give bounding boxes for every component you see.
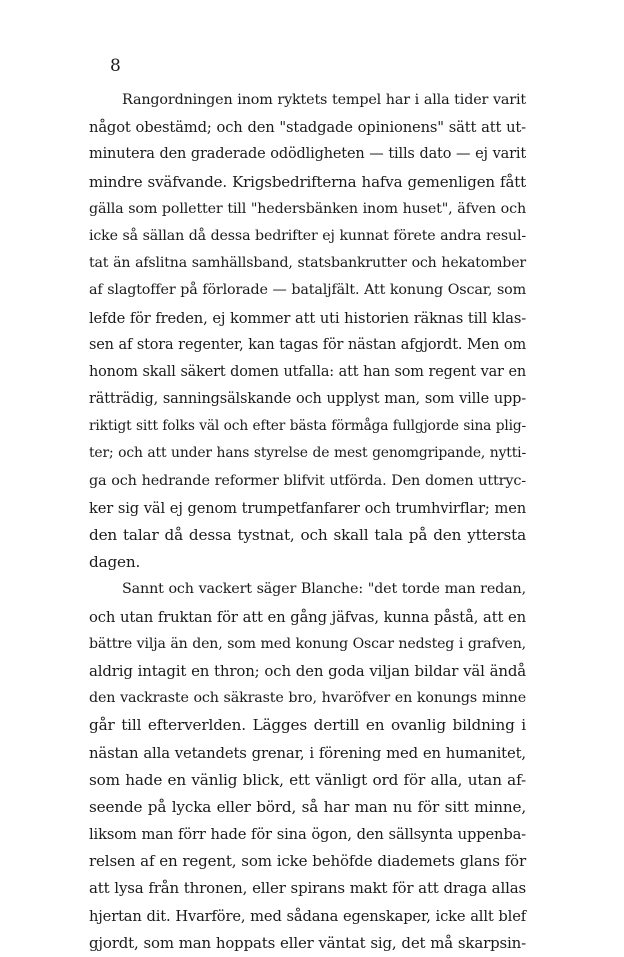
text-line: ter; och att under hans styrelse de mest genomgripande, nytti- (89, 445, 526, 462)
text-line: gälla som polletter till "hedersbänken inom huset", äfven och (89, 200, 526, 217)
text-line: att lysa från thronen, eller spirans makt för att draga allas (89, 879, 526, 898)
text-line: sen af stora regenter, kan tagas för nästan afgjordt. Men om (89, 336, 526, 353)
text-line: icke så sällan då dessa bedrifter ej kunnat förete andra resul- (89, 227, 526, 244)
text-line: honom skall säkert domen utfalla: att han som regent var en (89, 363, 526, 380)
paragraph-2 (89, 576, 526, 957)
text-line: hjertan dit. Hvarföre, med sådana egenskaper, icke allt blef (89, 907, 526, 925)
text-line: riktigt sitt folks väl och efter bästa förmåga fullgjorde sina plig- (89, 418, 526, 435)
text-line: rätträdig, sanningsälskande och upplyst man, som ville upp- (89, 391, 526, 408)
body-text (89, 87, 526, 957)
text-line: ga och hedrande reformer blifvit utförda. Den domen uttryc- (89, 472, 526, 489)
text-line: minutera den graderade odödligheten — tills dato — ej varit (89, 146, 526, 163)
text-line: något obestämd; och den "stadgade opinionens" sätt att ut- (89, 119, 526, 137)
text-line: lefde för freden, ej kommer att uti historien räknas till klas- (89, 309, 526, 327)
text-line: den talar då dessa tystnat, och skall tala på den yttersta (89, 526, 526, 544)
text-line: af slagtoffer på förlorade — bataljfält. Att konung Oscar, som (89, 282, 526, 299)
page-number: 8 (110, 56, 121, 76)
text-line: nästan alla vetandets grenar, i förening med en humanitet, (89, 744, 526, 762)
text-line: som hade en vänlig blick, ett vänligt ord för alla, utan af- (89, 770, 526, 789)
text-line: relsen af en regent, som icke behöfde diademets glans för (89, 852, 526, 871)
text-line: går till efterverlden. Lägges dertill en ovanlig bildning i (89, 716, 526, 735)
text-line: den vackraste och säkraste bro, hvaröfver en konungs minne (89, 690, 526, 707)
text-line: och utan fruktan för att en gång jäfvas, kunna påstå, att en (89, 608, 526, 626)
text-line: liksom man förr hade för sina ögon, den sällsynta uppenba- (89, 826, 526, 844)
text-line: gjordt, som man hoppats eller väntat sig, det må skarpsin- (89, 933, 526, 952)
text-line: seende på lycka eller börd, så har man nu för sitt minne, (89, 797, 526, 816)
text-line: tat än afslitna samhällsband, statsbankrutter och hekatomber (89, 255, 526, 272)
text-line: ker sig väl ej genom trumpetfanfarer och trumhvirflar; men (89, 499, 526, 517)
text-line: dagen. (89, 553, 141, 572)
text-line: aldrig intagit en thron; och den goda viljan bildar väl ändå (89, 661, 526, 680)
text-line: Rangordningen inom ryktets tempel har i alla tider varit (122, 92, 526, 108)
text-line: bättre vilja än den, som med konung Oscar nedsteg i grafven, (89, 635, 526, 652)
text-line: mindre sväfvande. Krigsbedrifterna hafva gemenligen fått (89, 172, 526, 191)
text-line: Sannt och vackert säger Blanche: "det torde man redan, (122, 581, 526, 598)
paragraph-1 (89, 87, 526, 576)
